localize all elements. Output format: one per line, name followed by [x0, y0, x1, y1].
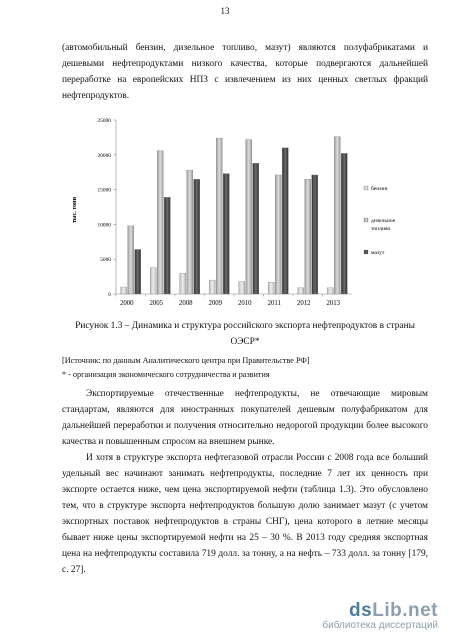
paragraph-intro: (автомобильный бензин, дизельное топливо, мазут) являются полуфабрикатами и дешевыми нефтепродуктами низкого качества, которые подвергаются дальнейшей переработке на европейских НПЗ с извлечением из них ценных светлых фракций нефтепродуктов. [62, 43, 428, 101]
dslib-logo [322, 600, 438, 622]
bar-2008-0 [180, 273, 186, 294]
legend-label-1: топливо [371, 226, 391, 232]
bar-2008-1 [187, 170, 193, 294]
page-number: 13 [220, 6, 230, 16]
legend-label-1: дизельное [371, 218, 396, 224]
bar-2013-2 [341, 153, 347, 294]
x-tick-label: 2012 [296, 300, 311, 307]
bar-2013-1 [334, 137, 340, 294]
figure-caption: Рисунок 1.3 – Динамика и структура российского экспорта нефтепродуктов в страны ОЭСР* [75, 321, 415, 347]
x-tick-label: 2013 [326, 300, 341, 307]
x-tick-label: 2011 [267, 300, 281, 307]
bar-2000-2 [135, 249, 141, 294]
footnote: * - организация экономического сотрудничества и развития [62, 370, 270, 379]
x-tick-label: 2005 [149, 300, 164, 307]
bar-2011-2 [282, 148, 288, 294]
bar-2005-0 [150, 268, 156, 294]
chart-svg [62, 112, 428, 312]
y-tick-label: 25000 [97, 118, 111, 124]
y-tick-label: 20000 [97, 152, 111, 159]
bar-2012-0 [298, 288, 304, 294]
legend-swatch-1 [364, 218, 368, 222]
dslib-watermark [322, 600, 438, 631]
source-note: [Источник: по данным Аналитического центра при Правительстве РФ] [62, 356, 310, 365]
paragraph-exported-products: Экспортируемые отечественные нефтепродукты, не отвечающие мировым стандартам, являются для иностранных покупателей дешевым полуфабрикатом для дальнейшей переработки и получения относительно недорогой продукции более высокого качества и повышенным спросом на внешнем рынке. [62, 389, 428, 447]
legend-label-0: бензин [371, 186, 388, 192]
bar-2011-1 [275, 175, 281, 294]
y-tick-label: 5000 [100, 257, 111, 264]
bar-2009-2 [223, 174, 229, 294]
legend-label-2: мазут [371, 250, 385, 256]
bar-2011-0 [268, 282, 274, 294]
paragraph-export-structure: И хотя в структуре экспорта нефтегазовой отрасли России с 2008 года все больший удельный вес начинают занимать нефтепродукты, последние 7 лет их ценность при экспорте остается ниже, чем цена экспортируемой нефти (таблица 1.3). Это обусловлено тем, что в структуре экспорта нефтепродуктов большую долю занимает мазут (с учетом экспортных поставок нефтепродуктов в страны СНГ), цена которого в летние месяцы бывает ниже цены экспортируемой нефти на 25 – 30 %. В 2013 году средняя экспортная цена на нефтепродукты составила 719 долл. за тонну, а на нефть – 733 долл. за тонну [179, с. 27]. [62, 453, 428, 575]
bar-2005-2 [164, 197, 170, 294]
bar-2000-0 [121, 287, 127, 294]
y-tick-label: 10000 [97, 222, 111, 229]
logo-prefix: ds [349, 600, 373, 621]
bar-2009-0 [209, 280, 215, 294]
x-tick-label: 2009 [208, 300, 223, 307]
legend-swatch-2 [364, 250, 368, 254]
x-tick-label: 2000 [119, 300, 134, 307]
dslib-subtitle: библиотека диссертаций [322, 620, 438, 631]
bar-2010-1 [246, 139, 252, 294]
bar-2010-0 [239, 281, 245, 294]
bar-2012-2 [312, 175, 318, 294]
y-tick-label: 15000 [97, 187, 111, 194]
x-tick-label: 2008 [178, 300, 193, 307]
legend-swatch-0 [364, 186, 368, 190]
logo-rest: Lib.net [372, 600, 438, 621]
export-chart [62, 112, 428, 312]
y-tick-label: 0 [108, 292, 111, 298]
bar-2012-1 [305, 179, 311, 294]
bar-2009-1 [216, 138, 222, 294]
bar-2000-1 [128, 226, 134, 294]
x-tick-label: 2010 [237, 300, 252, 307]
y-axis-label: тыс. тонн [72, 196, 78, 224]
bar-2013-0 [327, 288, 333, 294]
bar-2008-2 [194, 179, 200, 294]
bar-2010-2 [253, 163, 259, 294]
bar-2005-1 [157, 151, 163, 294]
